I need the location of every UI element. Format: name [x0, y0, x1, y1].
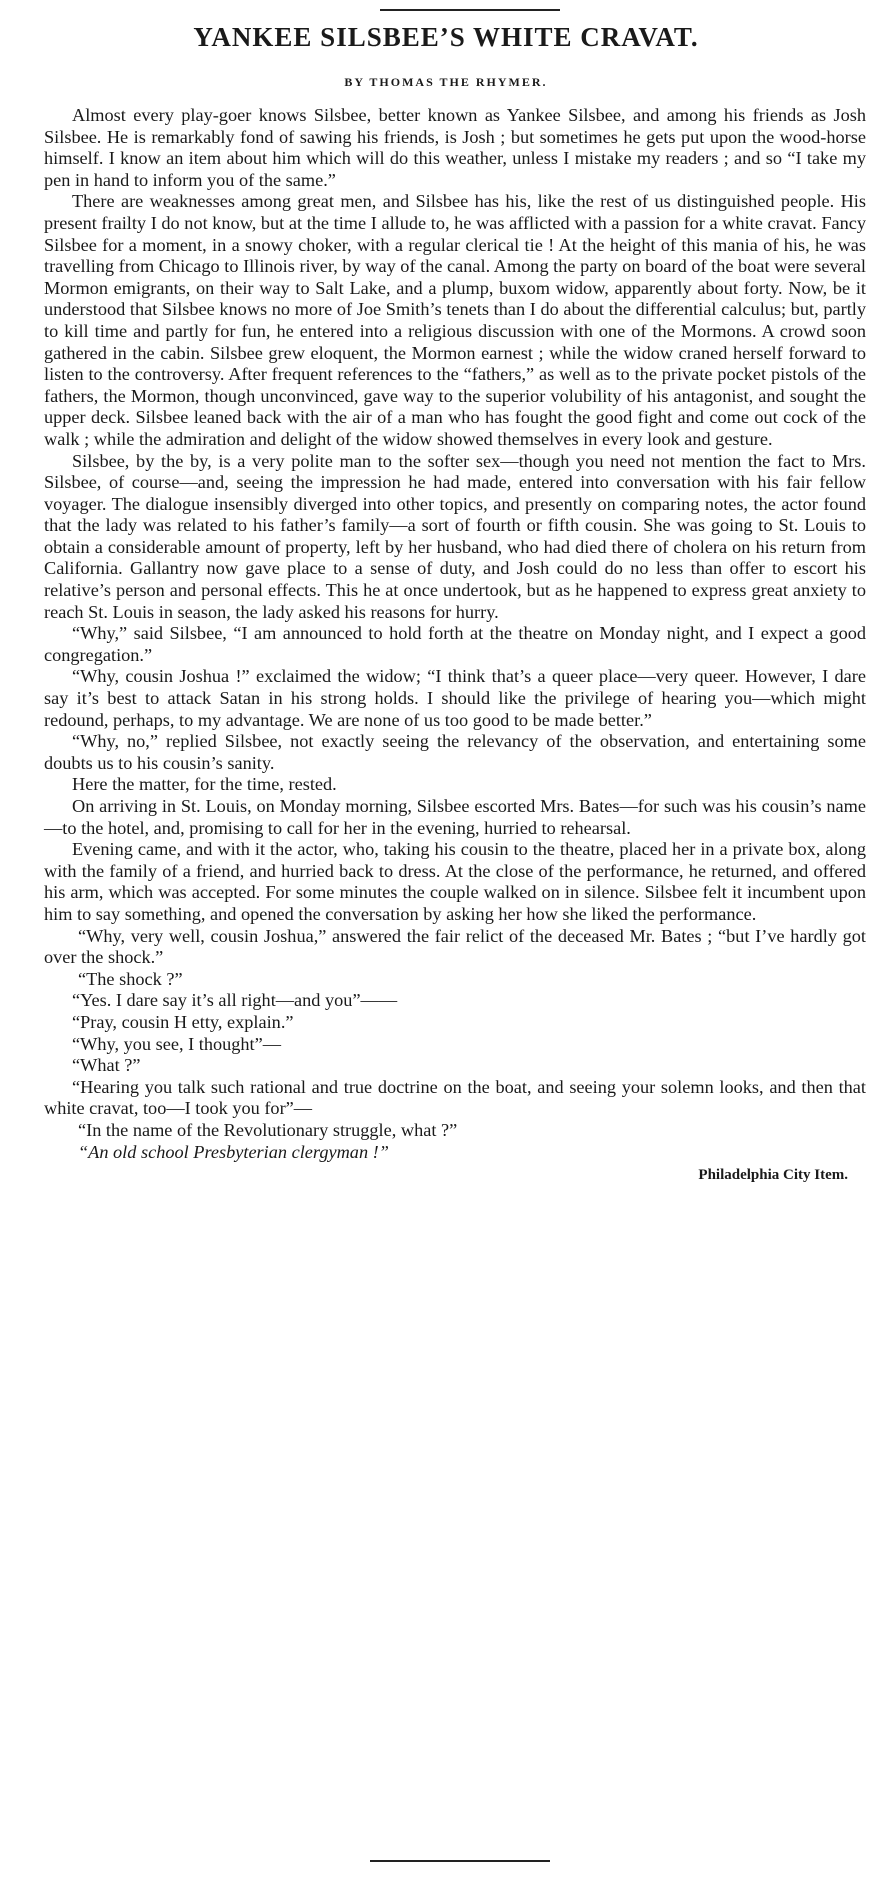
paragraph: “Yes. I dare say it’s all right—and you”—— [72, 990, 398, 1011]
paragraph: “Pray, cousin H etty, explain.” [72, 1011, 294, 1032]
bottom-rule [370, 1860, 550, 1862]
article-byline: BY THOMAS THE RHYMER. [344, 75, 548, 89]
top-rule [380, 9, 560, 11]
paragraph [44, 1142, 866, 1164]
paragraph: “Why, no,” replied Silsbee, not exactly seeing the relevancy of the observation, and entertaining some doubts us to his cousin’s sanity. [44, 731, 866, 773]
paragraph: “The shock ?” [78, 968, 183, 989]
paragraph: “Why, you see, I thought”— [72, 1033, 281, 1054]
article-title: YANKEE SILSBEE’S WHITE CRAVAT. [193, 22, 699, 52]
paragraph: “What ?” [72, 1055, 141, 1076]
paragraph: Silsbee, by the by, is a very polite man to the softer sex—though you need not mention the fact to Mrs. Silsbee, of course—and, seeing the impression he had made, entered into conversation with his fair fellow voyager. The dialogue insensibly diverged into other topics, and presently on comparing notes, the actor found that the lady was related to his father’s family—a sort of fourth or fifth cousin. She was going to St. Louis to obtain a considerable amount of property, left by her husband, who had died there of cholera on his return from California. Gallantry now gave place to a sense of duty, and Josh could do no less than offer to escort his relative’s person and personal effects. This he at once undertook, but as he happened to express great anxiety to reach St. Louis in season, the lady asked his reasons for hurry. [44, 450, 866, 622]
paragraph: Here the matter, for the time, rested. [72, 774, 337, 795]
paragraph: “Why,” said Silsbee, “I am announced to hold forth at the theatre on Monday night, and I expect a good congregation.” [44, 623, 866, 665]
paragraph: There are weaknesses among great men, and Silsbee has his, like the rest of us distinguished people. His present frailty I do not know, but at the time I allude to, he was afflicted with a passion for a white cravat. Fancy Silsbee for a moment, in a snowy choker, with a regular clerical tie ! At the height of this mania of his, he was travelling from Chicago to Illinois river, by way of the canal. Among the party on board of the boat were several Mormon emigrants, on their way to Salt Lake, and a plump, buxom widow, apparently about forty. Now, be it understood that Silsbee knows no more of Joe Smith’s tenets than I do about the differential calculus; but, partly to kill time and partly for fun, he entered into a religious discussion with one of the Mormons. A crowd soon gathered in the cabin. Silsbee grew eloquent, the Mormon earnest ; while the widow craned herself forward to listen to the controversy. After frequent references to the “fathers,” as well as to the private pocket pistols of the fathers, the Mormon, though unconvinced, gave way to the superior volubility of his antagonist, and sought the upper deck. Silsbee leaned back with the air of a man who has fought the good fight and come out cock of the walk ; while the admiration and delight of the widow showed themselves in every look and gesture. [44, 191, 866, 449]
article-body [44, 105, 866, 1187]
paragraph: Almost every play-goer knows Silsbee, better known as Yankee Silsbee, and among his friends as Josh Silsbee. He is remarkably fond of sawing his friends, is Josh ; but sometimes he gets put upon the wood-horse himself. I know an item about him which will do this weather, unless I mistake my readers ; and so “I take my pen in hand to inform you of the same.” [44, 105, 866, 190]
paragraph: On arriving in St. Louis, on Monday morning, Silsbee escorted Mrs. Bates—for such was his cousin’s name—to the hotel, and, promising to call for her in the evening, hurried to rehearsal. [44, 796, 866, 838]
paragraph: Evening came, and with it the actor, who, taking his cousin to the theatre, placed her in a private box, along with the family of a friend, and hurried back to dress. At the close of the performance, he returned, and offered his arm, which was accepted. For some minutes the couple walked on in silence. Silsbee felt it incumbent upon him to say something, and opened the conversation by asking her how she liked the performance. [44, 839, 866, 924]
paragraph: “In the name of the Revolutionary struggle, what ?” [78, 1119, 458, 1140]
source-credit: Philadelphia City Item. [698, 1167, 848, 1184]
closing-line: “An old school Presbyterian clergyman !” [78, 1141, 389, 1162]
paragraph: “Why, cousin Joshua !” exclaimed the widow; “I think that’s a queer place—very queer. However, I dare say it’s best to attack Satan in his strong holds. I should like the privilege of hearing you—which might redound, perhaps, to my advantage. We are none of us too good to be made better.” [44, 666, 866, 730]
paragraph: “Hearing you talk such rational and true doctrine on the boat, and seeing your solemn looks, and then that white cravat, too—I took you for”— [44, 1076, 866, 1119]
paragraph: “Why, very well, cousin Joshua,” answered the fair relict of the deceased Mr. Bates ; “but I’ve hardly got over the shock.” [44, 925, 866, 968]
